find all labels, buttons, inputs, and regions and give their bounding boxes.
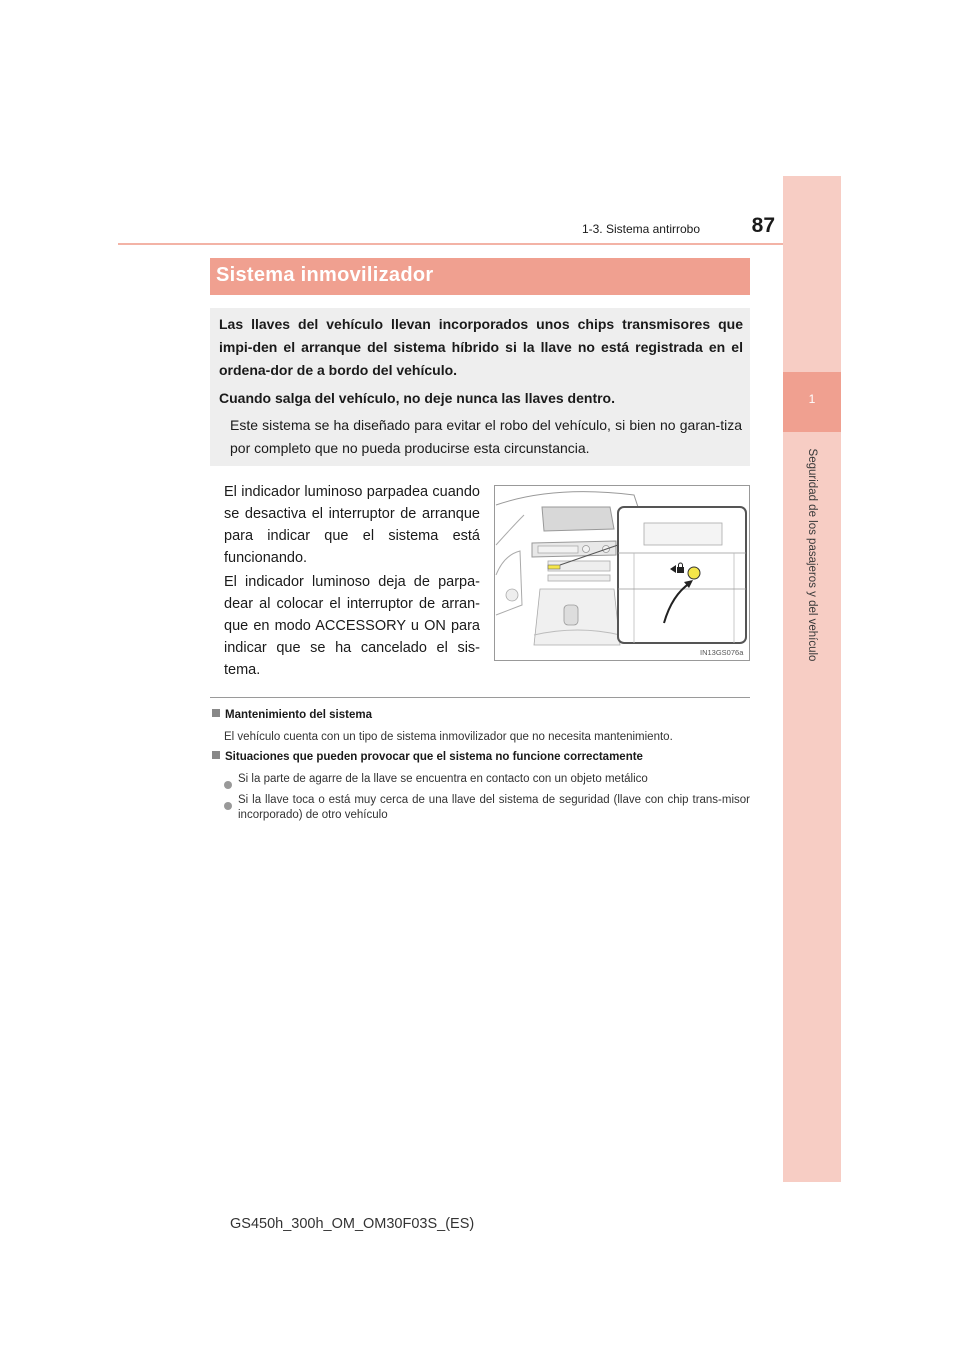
body-paragraph-1: El indicador luminoso parpadea cuando se desactiva el interruptor de arranque para indicar que el sistema está funcionando. (224, 484, 480, 566)
note-heading-maintenance-text: Mantenimiento del sistema (225, 709, 372, 721)
intro-paragraph-1: Las llaves del vehículo llevan incorporados unos chips transmisores que impi-den el arranque del sistema híbrido si la llave no está registrada en el ordena-dor de a bordo del vehículo. (219, 316, 743, 378)
chapter-title: Seguridad de los pasajeros y del vehículo (806, 448, 818, 662)
footer-model-code: GS450h_300h_OM_OM30F03S_(ES) (230, 1216, 475, 1232)
chapter-number: 1 (808, 392, 816, 406)
section-title: Sistema inmovilizador (216, 264, 434, 286)
bullet-dot-icon (224, 797, 232, 815)
square-bullet-icon (212, 751, 220, 759)
note-heading-situations-text: Situaciones que pueden provocar que el sistema no funcione correctamente (225, 751, 643, 763)
square-bullet-icon (212, 709, 220, 717)
chapter-side-tab (783, 176, 841, 1182)
note-bullet-2: Si la llave toca o está muy cerca de una llave del sistema de seguridad (llave con chip trans-misor incorporado) de otro vehículo (238, 794, 750, 821)
dashboard-figure (494, 485, 750, 661)
note-bullet-1: Si la parte de agarre de la llave se encuentra en contacto con un objeto metálico (238, 773, 648, 785)
page-number: 87 (751, 214, 775, 237)
bullet-dot-icon (224, 776, 232, 794)
note-heading-maintenance (212, 709, 372, 721)
header-divider (118, 243, 840, 245)
indicator-light (688, 567, 700, 579)
notes-divider (210, 697, 750, 698)
figure-code: IN13GS076a (700, 648, 744, 657)
intro-paragraph-3: Este sistema se ha diseñado para evitar el robo del vehículo, si bien no garan-tiza por completo que no pueda producirse esta circunstancia. (230, 417, 742, 456)
header-section-title: 1-3. Sistema antirrobo (581, 222, 700, 236)
body-paragraph-2: El indicador luminoso deja de parpa-dear al colocar el interruptor de arran-que en modo ACCESSORY u ON para indicar que se ha cancelado el sis-tema. (224, 574, 480, 678)
dashboard-illustration (494, 485, 750, 661)
note-heading-situations (212, 751, 643, 763)
intro-paragraph-2: Cuando salga del vehículo, no deje nunca las llaves dentro. (219, 390, 615, 406)
note-text-maintenance: El vehículo cuenta con un tipo de sistema inmovilizador que no necesita mantenimiento. (224, 731, 673, 743)
